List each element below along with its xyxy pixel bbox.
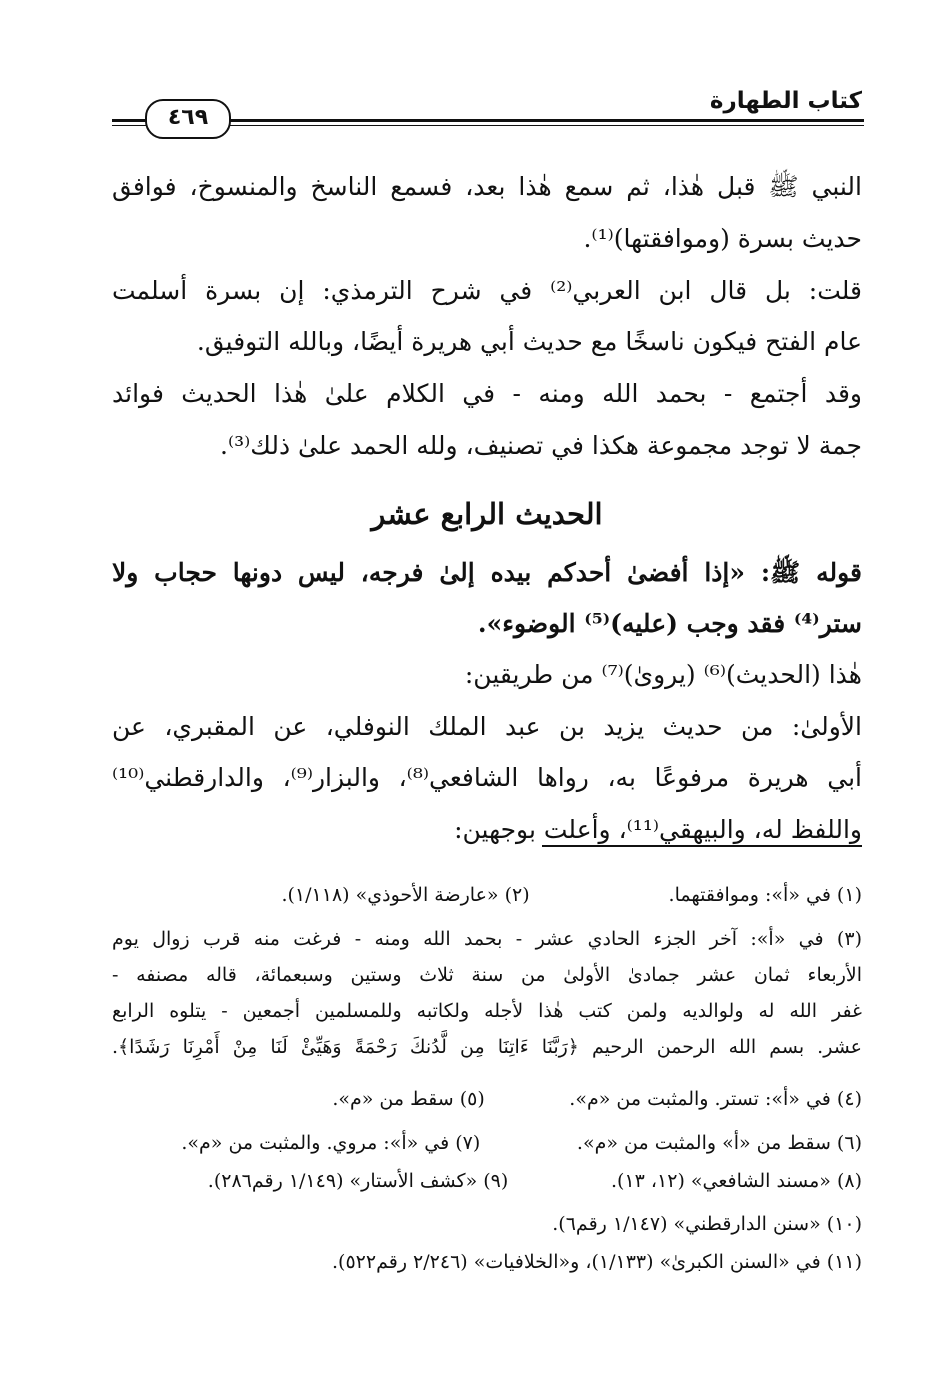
body-line: أبي هريرة مرفوعًا به، رواها الشافعي⁽⁸⁾، والبزار⁽⁹⁾، والدارقطني⁽¹⁰⁾ bbox=[112, 763, 862, 792]
footnote-line: غفر الله له ولوالديه ولمن كتب هٰذا لأجله ولكاتبه وللمسلمين أجمعين - يتلوه الرابع bbox=[112, 1000, 862, 1022]
body-line: واللفظ له، والبيهقي⁽¹¹⁾، وأعلت بوجهين: bbox=[454, 815, 862, 844]
hadith-line: ستر⁽⁴⁾ فقد وجب (عليه)⁽⁵⁾ الوضوء». bbox=[477, 609, 862, 638]
footnote-line: (١) في «أ»: وموافقتهما. (٢) «عارضة الأحوذي» (١/١١٨). bbox=[281, 884, 862, 906]
body-line: الأولىٰ: من حديث يزيد بن عبد الملك النوفلي، عن المقبري، عن bbox=[112, 712, 862, 741]
body-line: جمة لا توجد مجموعة هكذا في تصنيف، ولله الحمد علىٰ ذلك⁽³⁾. bbox=[220, 431, 862, 460]
footnote-line: عشر. بسم الله الرحمن الرحيم ﴿رَبَّنَا ءَاتِنَا مِن لَّدُنكَ رَحْمَةً وَهَيِّئْ لَنَا مِنْ أَمْرِنَا رَشَدًا﴾. bbox=[112, 1036, 862, 1058]
footnote-line: (١١) في «السنن الكبرىٰ» (١/١٣٣)، و«الخلافيات» (٢/٢٤٦ رقم٥٢٢). bbox=[332, 1251, 862, 1273]
body-line: عام الفتح فيكون ناسخًا مع حديث أبي هريرة أيضًا، وبالله التوفيق. bbox=[196, 327, 862, 356]
hadith-line: قوله ﷺ: «إذا أفضىٰ أحدكم بيده إلىٰ فرجه، ليس دونها حجاب ولا bbox=[112, 558, 862, 587]
footnote-line: (٣) في «أ»: آخر الجزء الحادي عشر - بحمد الله ومنه - فرغت منه قرب زوال يوم bbox=[112, 928, 862, 950]
footnote-separator bbox=[542, 845, 862, 847]
body-line: وقد أجتمع - بحمد الله ومنه - في الكلام علىٰ هٰذا الحديث فوائد bbox=[112, 379, 862, 408]
footnote-line: (١٠) «سنن الدارقطني» (١/١٤٧ رقم٦). bbox=[552, 1213, 862, 1235]
running-head-title: كتاب الطهارة bbox=[709, 88, 862, 114]
footnote-line: الأربعاء ثمان عشر جمادىٰ الأولىٰ من سنة ثلاث وستين وسبعمائة، قاله مصنفه - bbox=[112, 964, 862, 986]
body-line: قلت: بل قال ابن العربي⁽²⁾ في شرح الترمذي: إن بسرة أسلمت bbox=[112, 276, 862, 305]
body-line: هٰذا (الحديث)⁽⁶⁾ (يروىٰ)⁽⁷⁾ من طريقين: bbox=[464, 660, 862, 689]
section-heading: الحديث الرابع عشر bbox=[371, 497, 603, 531]
body-line: النبي ﷺ قبل هٰذا، ثم سمع هٰذا بعد، فسمع الناسخ والمنسوخ، فوافق bbox=[112, 172, 862, 201]
footnote-line: (٤) في «أ»: تستر. والمثبت من «م». (٥) سقط من «م». bbox=[332, 1088, 862, 1110]
footnote-line: (٦) سقط من «أ» والمثبت من «م». (٧) في «أ»: مروي. والمثبت من «م». bbox=[181, 1132, 862, 1154]
footnote-line: (٨) «مسند الشافعي» (١٢، ١٣). (٩) «كشف الأستار» (١/١٤٩ رقم٢٨٦). bbox=[207, 1170, 862, 1192]
body-line: حديث بسرة (وموافقتها)⁽¹⁾. bbox=[583, 224, 862, 253]
page-number-badge: ٤٦٩ bbox=[145, 99, 231, 139]
